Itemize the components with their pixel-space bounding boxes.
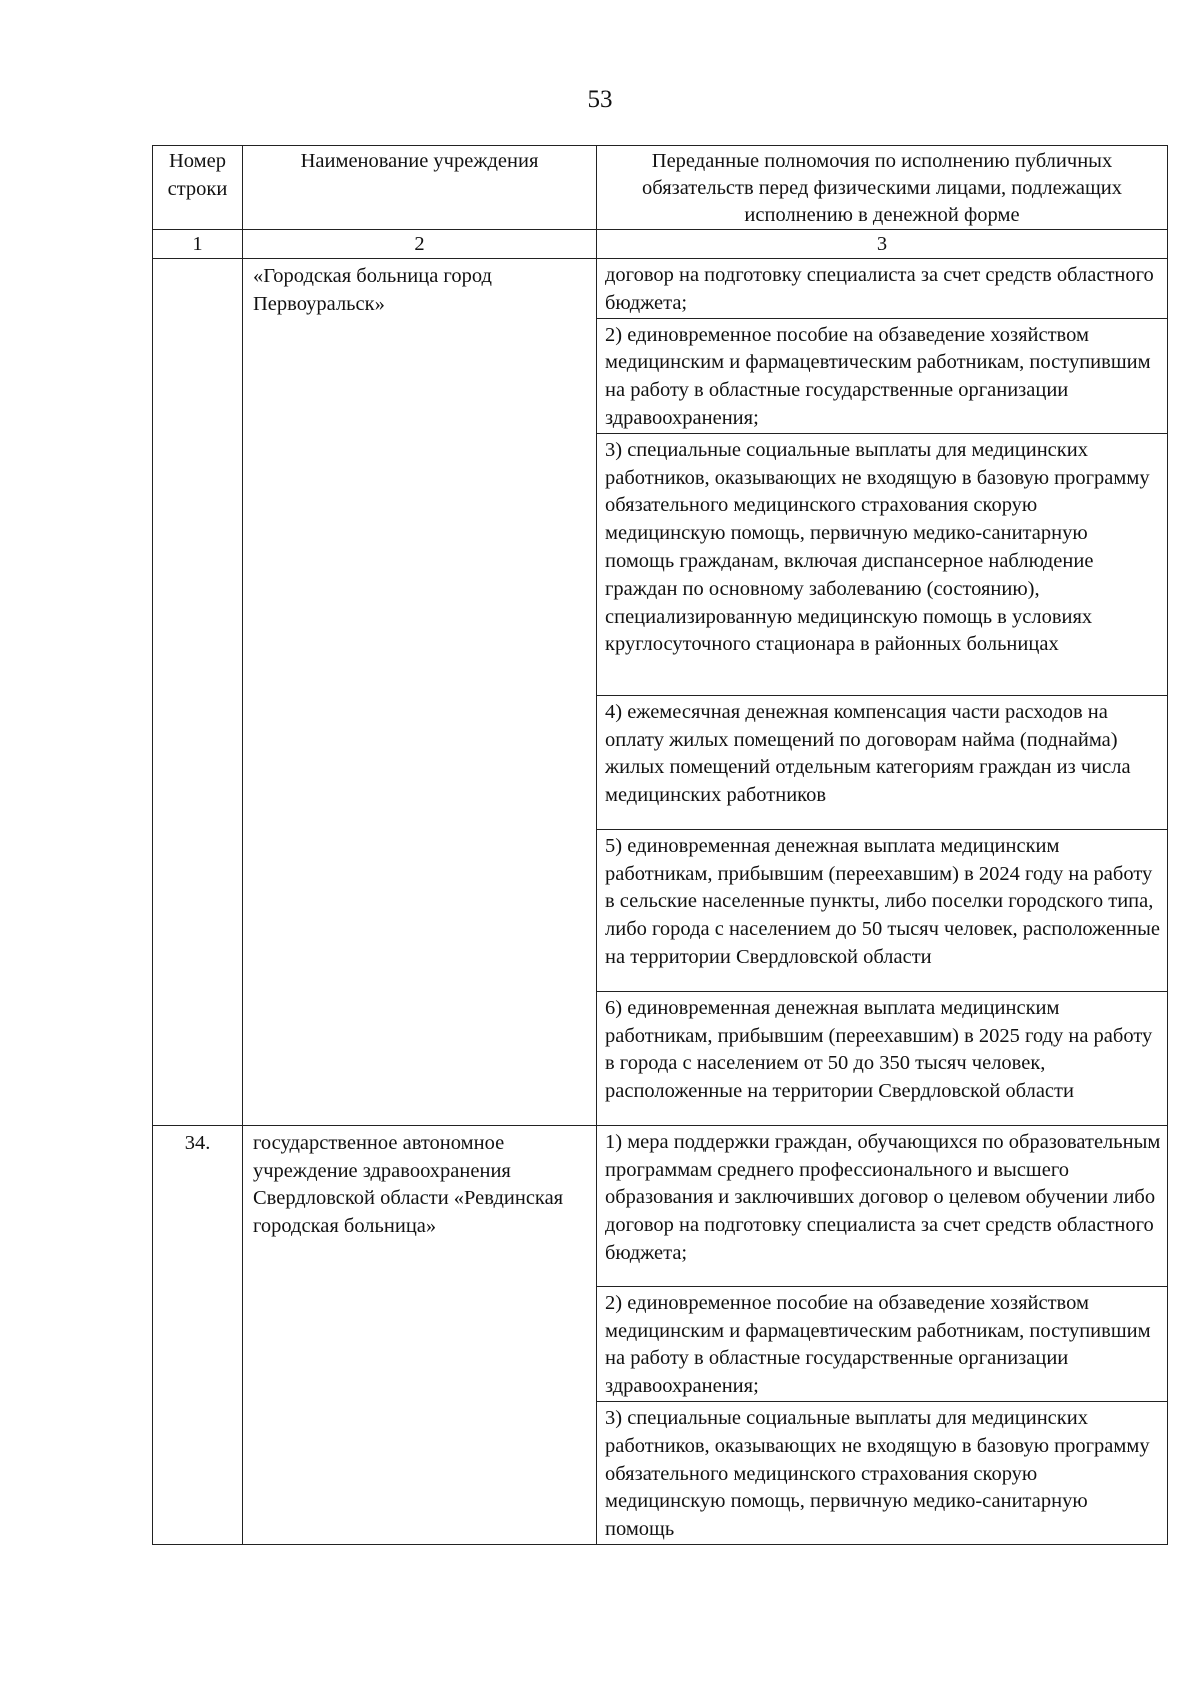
header-institution-name: Наименование учреждения [243, 146, 597, 230]
column-number-3: 3 [597, 230, 1168, 259]
power-item: 3) специальные социальные выплаты для медицинских работников, оказывающих не входящую в базовую программу обязательного медицинского страхования скорую медицинскую помощь, первичную медико-санитарную помощь гражданам, включая диспансерное наблюдение граждан по основному заболеванию (состоянию), специализированную медицинскую помощь в условиях круглосуточного стационара в районных больницах [597, 433, 1168, 695]
table-row [153, 259, 1168, 319]
institution-name-cell: государственное автономное учреждение здравоохранения Свердловской области «Ревдинская городская больница» [243, 1125, 597, 1544]
header-row-number: Номер строки [153, 146, 243, 230]
power-item: 6) единовременная денежная выплата медицинским работникам, прибывшим (переехавшим) в 2025 году на работу в города с населением от 50 до 350 тысяч человек, расположенные на территории Свердловской области [597, 991, 1168, 1125]
column-number-1: 1 [153, 230, 243, 259]
power-item: 2) единовременное пособие на обзаведение хозяйством медицинским и фармацевтическим работникам, поступившим на работу в областные государственные организации здравоохранения; [597, 318, 1168, 433]
column-numbers-row [153, 230, 1168, 259]
power-item: 1) мера поддержки граждан, обучающихся по образовательным программам среднего профессионального и высшего образования и заключивших договор о целевом обучении либо договор на подготовку специалиста за счет средств областного бюджета; [597, 1125, 1168, 1286]
institution-name-cell: «Городская больница город Первоуральск» [243, 259, 597, 1126]
power-item: 5) единовременная денежная выплата медицинским работникам, прибывшим (переехавшим) в 2024 году на работу в сельские населенные пункты, либо поселки городского типа, либо города с населением до 50 тысяч человек, расположенные на территории Свердловской области [597, 829, 1168, 991]
row-number-cell: 34. [153, 1125, 243, 1544]
page-number: 53 [587, 86, 613, 113]
power-item: договор на подготовку специалиста за счет средств областного бюджета; [597, 259, 1168, 319]
table-header-row [153, 146, 1168, 230]
power-item: 4) ежемесячная денежная компенсация части расходов на оплату жилых помещений по договорам найма (поднайма) жилых помещений отдельным категориям граждан из числа медицинских работников [597, 695, 1168, 829]
powers-table [152, 145, 1168, 1545]
power-item: 2) единовременное пособие на обзаведение хозяйством медицинским и фармацевтическим работникам, поступившим на работу в областные государственные организации здравоохранения; [597, 1286, 1168, 1401]
row-number-cell-empty [153, 259, 243, 1126]
header-transferred-powers: Переданные полномочия по исполнению публичных обязательств перед физическими лицами, подлежащих исполнению в денежной форме [597, 146, 1168, 230]
column-number-2: 2 [243, 230, 597, 259]
table-row [153, 1125, 1168, 1286]
power-item: 3) специальные социальные выплаты для медицинских работников, оказывающих не входящую в базовую программу обязательного медицинского страхования скорую медицинскую помощь, первичную медико-санитарную помощь [597, 1401, 1168, 1544]
